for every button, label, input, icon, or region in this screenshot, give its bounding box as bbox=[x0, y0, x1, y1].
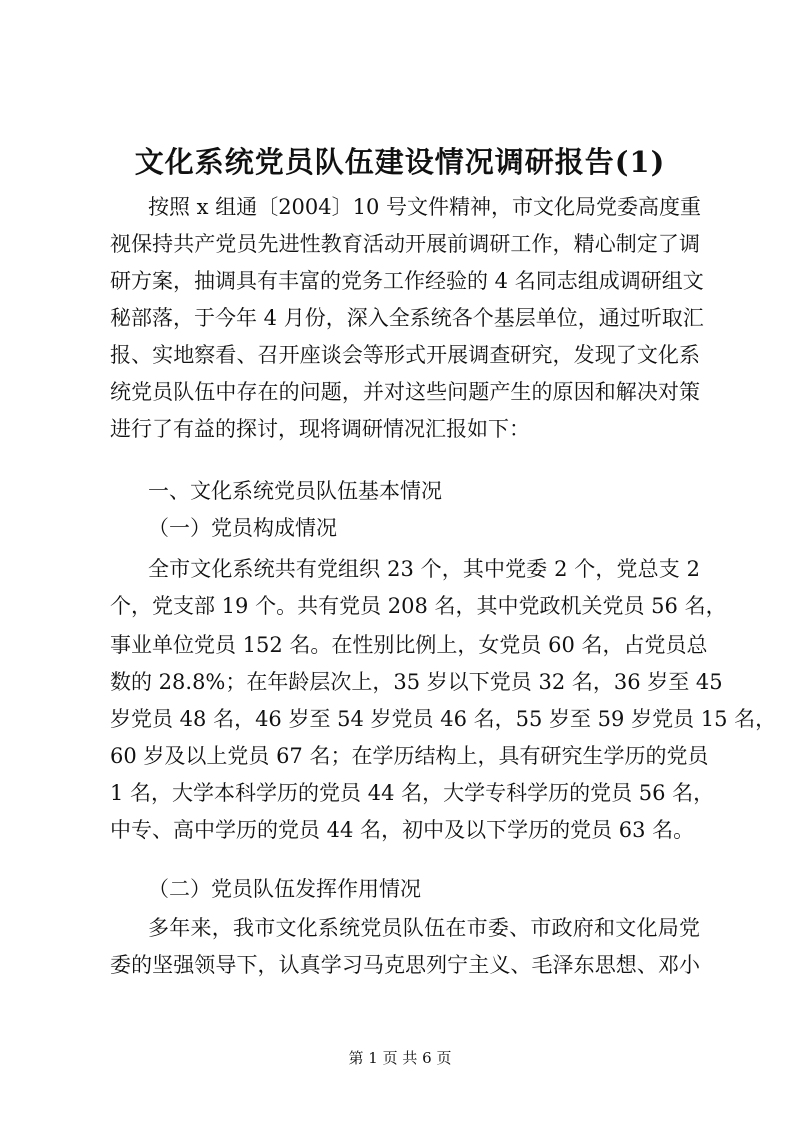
document-title: 文化系统党员队伍建设情况调研报告(1) bbox=[134, 145, 666, 179]
paragraph-line: 全市文化系统共有党组织 23 个，其中党委 2 个，党总支 2 bbox=[148, 557, 700, 581]
paragraph-line: 岁党员 48 名，46 岁至 54 岁党员 46 名，55 岁至 59 岁党员 15 名， bbox=[110, 707, 777, 731]
page-number-footer: 第 1 页 共 6 页 bbox=[348, 1049, 452, 1067]
paragraph-line: 研方案，抽调具有丰富的党务工作经验的 4 名同志组成调研组文 bbox=[110, 269, 704, 293]
subsection-heading: （一）党员构成情况 bbox=[148, 516, 337, 540]
paragraph-line: 秘部落，于今年 4 月份，深入全系统各个基层单位，通过听取汇 bbox=[110, 306, 704, 330]
paragraph-line: 个，党支部 19 个。共有党员 208 名，其中党政机关党员 56 名， bbox=[110, 594, 727, 618]
paragraph-line: 60 岁及以上党员 67 名；在学历结构上，具有研究生学历的党员 bbox=[110, 744, 709, 768]
paragraph-line: 报、实地察看、召开座谈会等形式开展调查研究，发现了文化系 bbox=[110, 343, 700, 367]
paragraph-line: 统党员队伍中存在的问题，并对这些问题产生的原因和解决对策 bbox=[110, 380, 700, 404]
paragraph-line: 视保持共产党员先进性教育活动开展前调研工作，精心制定了调 bbox=[110, 232, 700, 256]
paragraph-line: 委的坚强领导下，认真学习马克思列宁主义、毛泽东思想、邓小 bbox=[110, 953, 700, 977]
paragraph-line: 1 名，大学本科学历的党员 44 名，大学专科学历的党员 56 名， bbox=[110, 781, 715, 805]
subsection-heading: （二）党员队伍发挥作用情况 bbox=[148, 877, 421, 901]
paragraph-line: 中专、高中学历的党员 44 名，初中及以下学历的党员 63 名。 bbox=[110, 818, 695, 842]
paragraph-line: 多年来，我市文化系统党员队伍在市委、市政府和文化局党 bbox=[148, 916, 700, 940]
paragraph-line: 事业单位党员 152 名。在性别比例上，女党员 60 名，占党员总 bbox=[110, 633, 708, 657]
paragraph-line: 进行了有益的探讨，现将调研情况汇报如下： bbox=[110, 417, 530, 441]
section-heading: 一、文化系统党员队伍基本情况 bbox=[148, 479, 442, 503]
paragraph-line: 按照 x 组通〔2004〕10 号文件精神，市文化局党委高度重 bbox=[148, 195, 702, 219]
paragraph-line: 数的 28.8%；在年龄层次上，35 岁以下党员 32 名，36 岁至 45 bbox=[110, 670, 723, 694]
